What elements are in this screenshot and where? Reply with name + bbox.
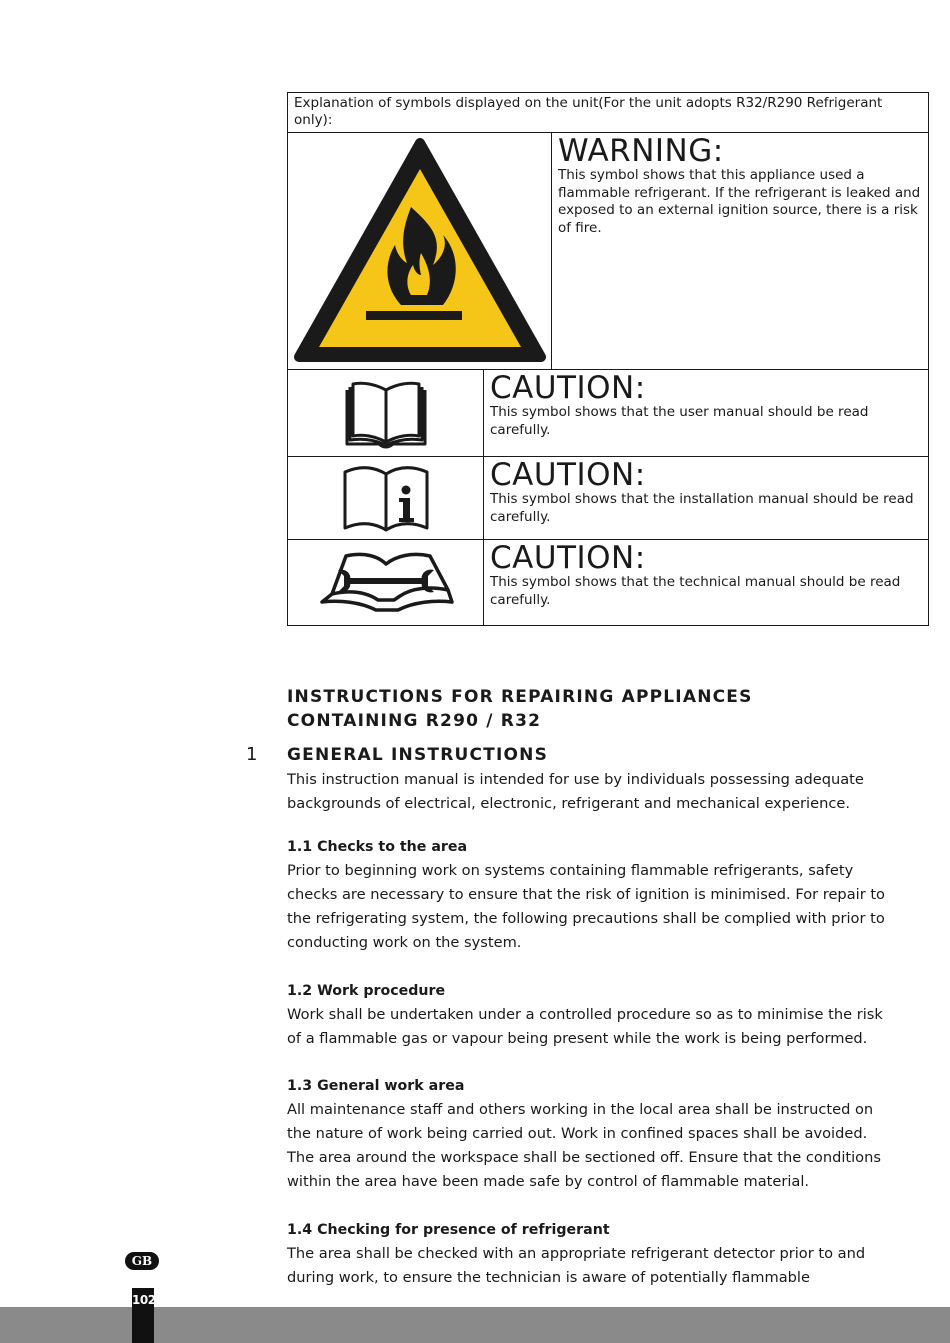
caution-row-user-manual [288,369,928,456]
caution-description-1: This symbol shows that the user manual should be read carefully. [490,404,869,438]
caution-description-3: This symbol shows that the technical manual should be read carefully. [490,574,901,608]
symbols-table-header: Explanation of symbols displayed on the unit(For the unit adopts R32/R290 Refrigerant only): [288,93,928,133]
intro-text: This instruction manual is intended for use by individuals possessing adequate backgrounds of electrical, electronic, refrigerant and mechanical experience. [287,771,864,812]
caution-row-technical-manual [288,539,928,625]
caution-text-cell-3 [484,540,928,625]
warning-description: This symbol shows that this appliance used a flammable refrigerant. If the refrigerant is leaked and exposed to an external ignition source, there is a risk of fire. [558,167,921,236]
subsection-title: 1.1 Checks to the area [287,839,468,855]
subsection-1-1 [287,835,887,955]
subsection-text: All maintenance staff and others working in the local area shall be instructed on the nature of work being carried out. Work in confined spaces shall be avoided. The area around the workspace shall be sectioned off. Ensure that the conditions within the area have been made safe by control of flammable material. [287,1101,881,1190]
intro-paragraph [287,768,887,816]
user-manual-icon-cell [288,370,484,456]
subsection-title: 1.4 Checking for presence of refrigerant [287,1222,610,1238]
caution-text-cell-2 [484,457,928,539]
warning-row [288,133,928,369]
symbols-table [287,92,929,626]
installation-manual-icon-cell [288,457,484,539]
caution-row-installation-manual [288,456,928,539]
subsection-1-3 [287,1074,887,1194]
technical-manual-icon-cell [288,540,484,625]
warning-title: WARNING: [558,133,724,169]
subsection-1-4 [287,1218,887,1290]
caution-description-2: This symbol shows that the installation manual should be read carefully. [490,491,914,525]
user-manual-book-icon [341,374,431,452]
main-heading: INSTRUCTIONS FOR REPAIRING APPLIANCES CONTAINING R290 / R32 [287,687,753,731]
section-title: GENERAL INSTRUCTIONS [287,745,549,765]
subsection-title: 1.2 Work procedure [287,983,446,999]
technical-manual-wrench-icon [316,550,456,616]
caution-title-3: CAUTION: [490,540,646,576]
installation-manual-info-icon [341,462,431,534]
warning-text-cell [552,133,928,369]
subsection-text: Prior to beginning work on systems containing flammable refrigerants, safety checks are necessary to ensure that the risk of ignition is minimised. For repair to the refrigerating system, the following precautions shall be complied with prior to conducting work on the system. [287,862,885,951]
caution-title-2: CAUTION: [490,457,646,493]
subsection-1-2 [287,979,887,1051]
subsection-text: Work shall be undertaken under a controlled procedure so as to minimise the risk of a flammable gas or vapour being present while the work is being performed. [287,1006,883,1047]
section-number: 1 [246,744,258,765]
subsection-text: The area shall be checked with an appropriate refrigerant detector prior to and during work, to ensure the technician is aware of potentially flammable [287,1245,866,1286]
caution-title-1: CAUTION: [490,370,646,406]
caution-text-cell-1 [484,370,928,456]
page-number: 102 [132,1293,156,1307]
subsection-title: 1.3 General work area [287,1078,465,1094]
warning-icon-cell [288,133,552,369]
flammable-warning-icon [293,135,547,367]
language-badge: GB [125,1252,159,1270]
